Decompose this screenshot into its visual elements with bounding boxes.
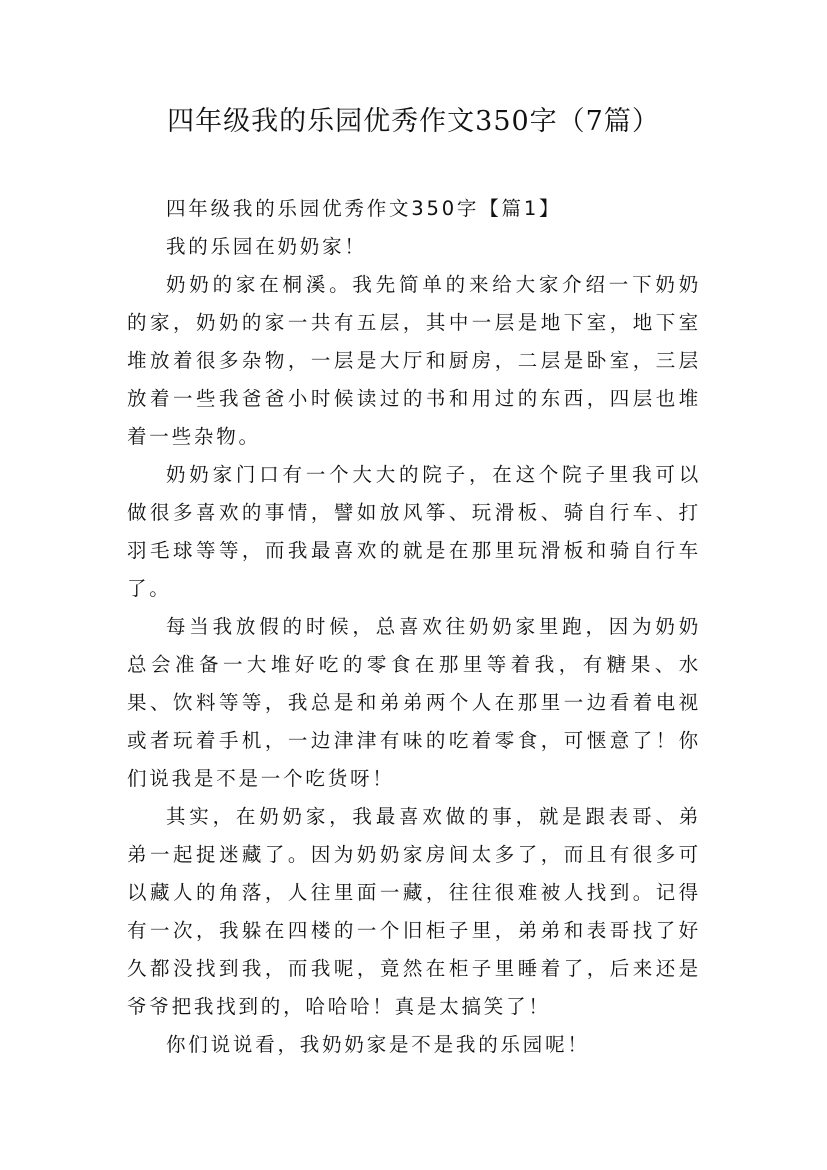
paragraph: 你们说说看，我奶奶家是不是我的乐园呢！ <box>166 1033 590 1056</box>
paragraph: 奶奶的家在桐溪。我先简单的来给大家介绍一下奶奶的家，奶奶的家一共有五层，其中一层是地下室，地下室堆放着很多杂物，一层是大厅和厨房，二层是卧室，三层放着一些我爸爸小时候读过的书和用过的东西，四层也堆着一些杂物。 <box>127 273 701 448</box>
paragraph: 奶奶家门口有一个大大的院子，在这个院子里我可以做很多喜欢的事情，譬如放风筝、玩滑板、骑自行车、打羽毛球等等，而我最喜欢的就是在那里玩滑板和骑自行车了。 <box>127 463 701 600</box>
document-title: 四年级我的乐园优秀作文350字（7篇） <box>167 106 660 137</box>
paragraph: 其实，在奶奶家，我最喜欢做的事，就是跟表哥、弟弟一起捉迷藏了。因为奶奶家房间太多了，而且有很多可以藏人的角落，人往里面一藏，往往很难被人找到。记得有一次，我躲在四楼的一个旧柜子里，弟弟和表哥找了好久都没找到我，而我呢，竟然在柜子里睡着了，后来还是爷爷把我找到的，哈哈哈！真是太搞笑了！ <box>127 805 701 1018</box>
document-body <box>127 190 701 1064</box>
paragraph: 每当我放假的时候，总喜欢往奶奶家里跑，因为奶奶总会准备一大堆好吃的零食在那里等着我，有糖果、水果、饮料等等，我总是和弟弟两个人在那里一边看着电视或者玩着手机，一边津津有味的吃着零食，可惬意了！你们说我是不是一个吃货呀！ <box>127 615 701 790</box>
paragraph: 我的乐园在奶奶家！ <box>166 235 367 258</box>
section-heading: 四年级我的乐园优秀作文350字【篇1】 <box>166 197 562 220</box>
